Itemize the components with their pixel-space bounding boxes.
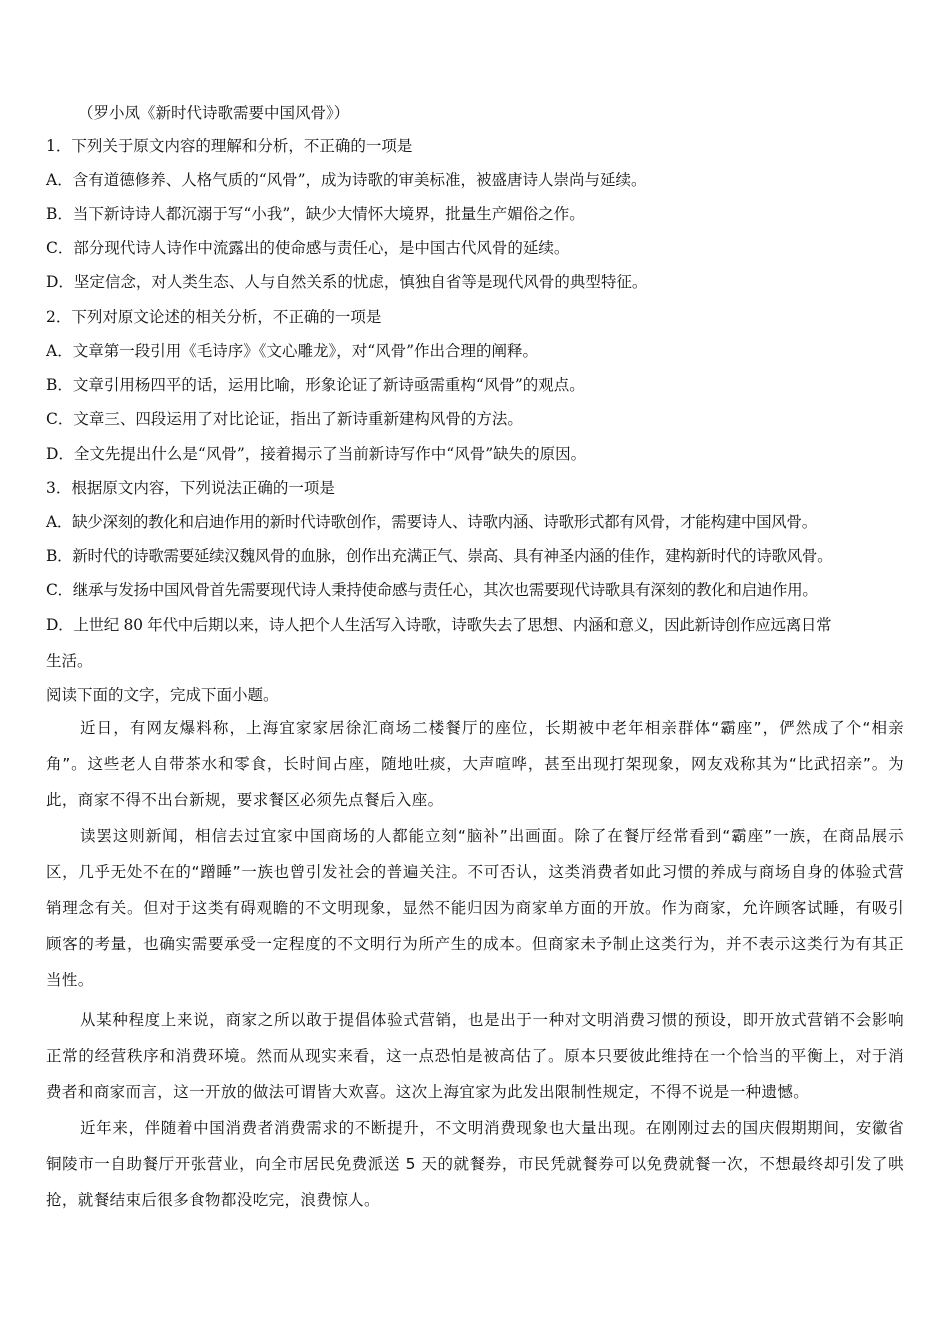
passage-paragraph-1: 近日，有网友爆料称，上海宜家家居徐汇商场二楼餐厅的座位，长期被中老年相亲群体“霸座”，俨然成了个“相亲角”。这些老人自带茶水和零食，长时间占座，随地吐痰，大声喧哗，甚至出现打架现象，网友戏称其为“比武招亲”。为此，商家不得不出台新规，要求餐区必须先点餐后入座。	[46, 719, 904, 809]
question-2-option-b: B．文章引用杨四平的话，运用比喻，形象论证了新诗亟需重构“风骨”的观点。	[46, 376, 585, 394]
reading-instruction: 阅读下面的文字，完成下面小题。	[46, 686, 279, 704]
question-1-option-d: D．坚定信念，对人类生态、人与自然关系的忧虑，慎独自省等是现代风骨的典型特征。	[46, 273, 648, 291]
passage-paragraph-4: 近年来，伴随着中国消费者消费需求的不断提升，不文明消费现象也大量出现。在刚刚过去的国庆假期期间，安徽省铜陵市一自助餐厅开张营业，向全市居民免费派送 5 天的就餐券，市民凭就餐券可以免费就餐一次，不想最终却引发了哄抢，就餐结束后很多食物都没吃完，浪费惊人。	[46, 1119, 904, 1209]
question-1-option-c: C．部分现代诗人诗作中流露出的使命感与责任心，是中国古代风骨的延续。	[46, 239, 570, 257]
passage-paragraph-3: 从某种程度上来说，商家之所以敢于提倡体验式营销，也是出于一种对文明消费习惯的预设，即开放式营销不会影响正常的经营秩序和消费环境。然而从现实来看，这一点恐怕是被高估了。原本只要彼此维持在一个恰当的平衡上，对于消费者和商家而言，这一开放的做法可谓皆大欢喜。这次上海宜家为此发出限制性规定，不得不说是一种遗憾。	[46, 1011, 904, 1101]
question-2-option-a: A．文章第一段引用《毛诗序》《文心雕龙》，对“风骨”作出合理的阐释。	[46, 342, 539, 360]
question-2-option-d: D．全文先提出什么是“风骨”，接着揭示了当前新诗写作中“风骨”缺失的原因。	[46, 445, 587, 463]
question-1-stem: 1．下列关于原文内容的理解和分析，不正确的一项是	[46, 137, 413, 155]
question-3-option-b: B．新时代的诗歌需要延续汉魏风骨的血脉，创作出充满正气、崇高、具有神圣内涵的佳作，建构新时代的诗歌风骨。	[46, 547, 833, 565]
question-2-option-c: C．文章三、四段运用了对比论证，指出了新诗重新建构风骨的方法。	[46, 410, 523, 428]
question-1-option-b: B．当下新诗诗人都沉溺于写“小我”，缺少大情怀大境界，批量生产媚俗之作。	[46, 205, 585, 223]
question-2-stem: 2．下列对原文论述的相关分析，不正确的一项是	[46, 308, 382, 326]
question-1-option-a: A．含有道德修养、人格气质的“风骨”，成为诗歌的审美标准，被盛唐诗人崇尚与延续。	[46, 171, 647, 189]
question-3-option-a: A．缺少深刻的教化和启迪作用的新时代诗歌创作，需要诗人、诗歌内涵、诗歌形式都有风骨，才能构建中国风骨。	[46, 513, 817, 531]
question-3-option-d: D．上世纪 80 年代中后期以来，诗人把个人生活写入诗歌，诗歌失去了思想、内涵和意义，因此新诗创作应远离日常	[46, 616, 832, 634]
question-3-option-c: C．继承与发扬中国风骨首先需要现代诗人秉持使命感与责任心，其次也需要现代诗歌具有深刻的教化和启迪作用。	[46, 581, 818, 599]
source-citation: （罗小凤《新时代诗歌需要中国风骨》）	[78, 104, 350, 122]
question-3-stem: 3．根据原文内容，下列说法正确的一项是	[46, 479, 335, 497]
question-3-option-d-continued: 生活。	[46, 652, 93, 670]
passage-paragraph-2: 读罢这则新闻，相信去过宜家中国商场的人都能立刻“脑补”出画面。除了在餐厅经常看到“霸座”一族，在商品展示区，几乎无处不在的“蹭睡”一族也曾引发社会的普遍关注。不可否认，这类消费者如此习惯的养成与商场自身的体验式营销理念有关。但对于这类有碍观瞻的不文明现象，显然不能归因为商家单方面的开放。作为商家，允许顾客试睡，有吸引顾客的考量，也确实需要承受一定程度的不文明行为所产生的成本。但商家未予制止这类行为，并不表示这类行为有其正当性。	[46, 827, 904, 989]
